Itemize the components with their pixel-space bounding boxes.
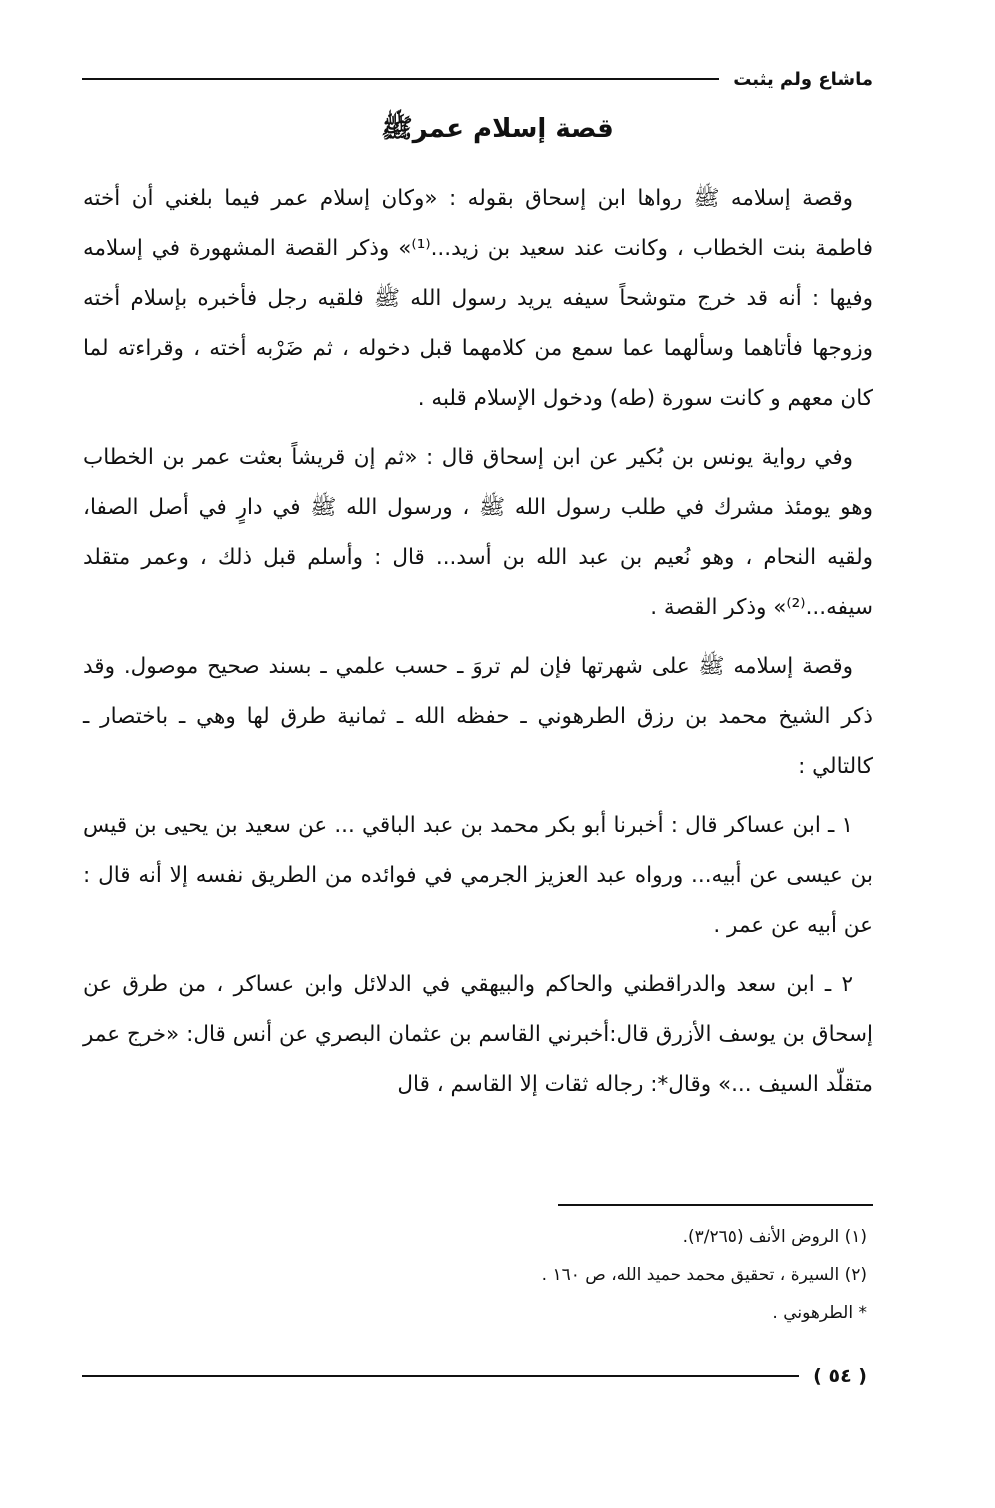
footnote-rule [558, 1204, 873, 1206]
footnote-2: (٢) السيرة ، تحقيق محمد حميد الله، ص ١٦٠ . [541, 1265, 867, 1285]
header-rule [82, 78, 719, 80]
paragraph-3: وقصة إسلامه ﷺ على شهرتها فإن لم تروَ ـ حسب علمي ـ بسند صحيح موصول. وقد ذكر الشيخ محمد بن رزق الطرهوني ـ حفظه الله ـ ثمانية طرق لها وهي ـ باختصار ـ كالتالي : [83, 654, 873, 779]
running-header [82, 62, 873, 96]
footnotes [82, 1218, 867, 1332]
footnote-1: (١) الروض الأنف (٣/٢٦٥). [682, 1227, 867, 1247]
paragraph-1: وقصة إسلامه ﷺ رواها ابن إسحاق بقوله : «وكان إسلام عمر فيما بلغني أن أخته فاطمة بنت الخطاب ، وكانت عند سعيد بن زيد...⁽¹⁾» وذكر القصة المشهورة في إسلامه وفيها : أنه قد خرج متوشحاً سيفه يريد رسول الله ﷺ فلقيه رجل فأخبره بإسلام أخته وزوجها فأتاهما وسألهما عما سمع من كلامهما قبل دخوله ، ثم ضَرْبه أخته ، وقراءته لما كان معهم و كانت سورة (طه) ودخول الإسلام قلبه . [83, 186, 873, 411]
chapter-title: قصة إسلام عمرﷺ [381, 114, 614, 144]
paragraph-5: ٢ ـ ابن سعد والدراقطني والحاكم والبيهقي في الدلائل وابن عساكر ، من طرق عن إسحاق بن يوسف الأزرق قال:أخبرني القاسم بن عثمان البصري عن أنس قال: «خرج عمر متقلّد السيف ...» وقال*: رجاله ثقات إلا القاسم ، قال [83, 972, 873, 1097]
paragraph-4: ١ ـ ابن عساكر قال : أخبرنا أبو بكر محمد بن عبد الباقي ... عن سعيد بن يحيى بن قيس بن عيسى عن أبيه... ورواه عبد العزيز الجرمي في فوائده من الطريق نفسه إلا أنه قال : عن أبيه عن عمر . [83, 813, 873, 938]
running-header-title: ماشاع ولم يثبت [733, 68, 873, 90]
main-text [83, 174, 873, 1119]
footnote-3: * الطرهوني . [772, 1303, 867, 1323]
footer-rule [82, 1375, 799, 1377]
page-footer [82, 1358, 867, 1394]
paragraph-2: وفي رواية يونس بن بُكير عن ابن إسحاق قال : «ثم إن قريشاً بعثت عمر بن الخطاب وهو يومئذ مشرك في طلب رسول الله ﷺ ، ورسول الله ﷺ في دارٍ في أصل الصفا، ولقيه النحام ، وهو نُعيم بن عبد الله بن أسد... قال : وأسلم قبل ذلك ، وعمر متقلد سيفه...⁽²⁾» وذكر القصة . [83, 445, 873, 620]
page-number: ( ٥٤ ) [813, 1365, 867, 1387]
